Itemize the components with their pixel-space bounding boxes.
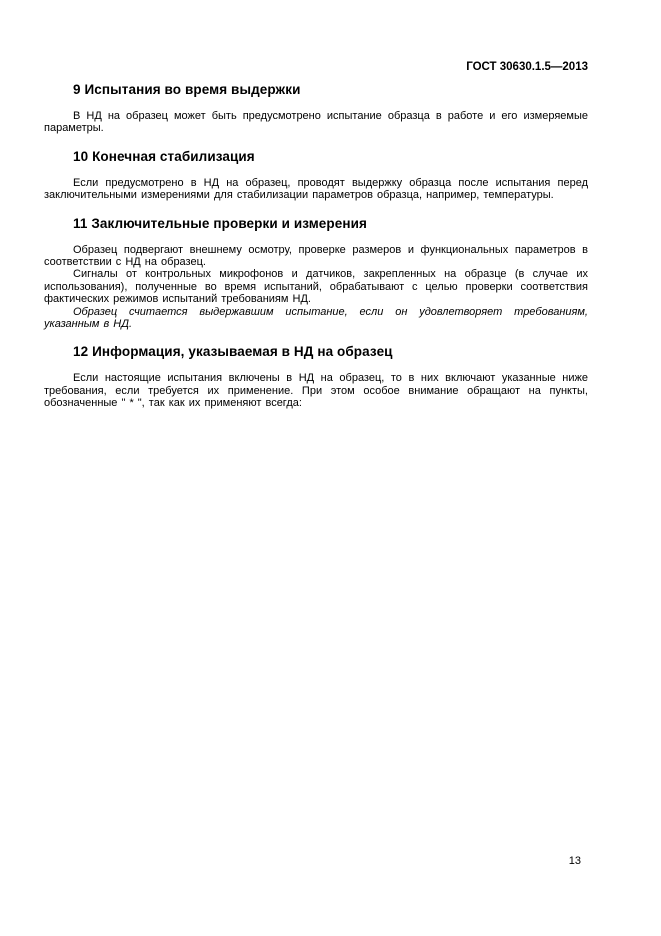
paragraph-11-2: Сигналы от контрольных микрофонов и датчиков, закрепленных на образце (в случае их использования), полученные во время испытаний, обрабатывают с целью проверки соответствия фактических режимов испытаний требованиям НД. [44, 268, 588, 306]
page-number: 13 [568, 855, 581, 867]
paragraph-11-1: Образец подвергают внешнему осмотру, проверке размеров и функциональных параметров в соответствии с НД на образец. [44, 243, 588, 269]
section-heading-12: 12 Информация, указываемая в НД на образец [73, 344, 393, 360]
paragraph-9-1: В НД на образец может быть предусмотрено испытание образца в работе и его измеряемые параметры. [44, 110, 588, 135]
section-heading-9: 9 Испытания во время выдержки [73, 82, 301, 97]
section-heading-11: 11 Заключительные проверки и измерения [73, 215, 368, 231]
document-content [44, 68, 588, 410]
paragraph-12-1: Если настоящие испытания включены в НД на образец, то в них включают указанные ниже требования, если требуется их применение. При этом особое внимание обращают на пункты, обозначенные " * ", так как их применяют всегда: [44, 372, 588, 410]
paragraph-10-1: Если предусмотрено в НД на образец, проводят выдержку образца после испытания перед заключительными измерениями для стабилизации параметров образца, например, температуры. [44, 176, 588, 202]
section-heading-10: 10 Конечная стабилизация [73, 148, 255, 164]
doc-code: ГОСТ 30630.1.5—2013 [466, 61, 588, 73]
paragraph-11-3-italic: Образец считается выдержавшим испытание, если он удовлетворяет требованиям, указанным в НД. [44, 305, 588, 331]
